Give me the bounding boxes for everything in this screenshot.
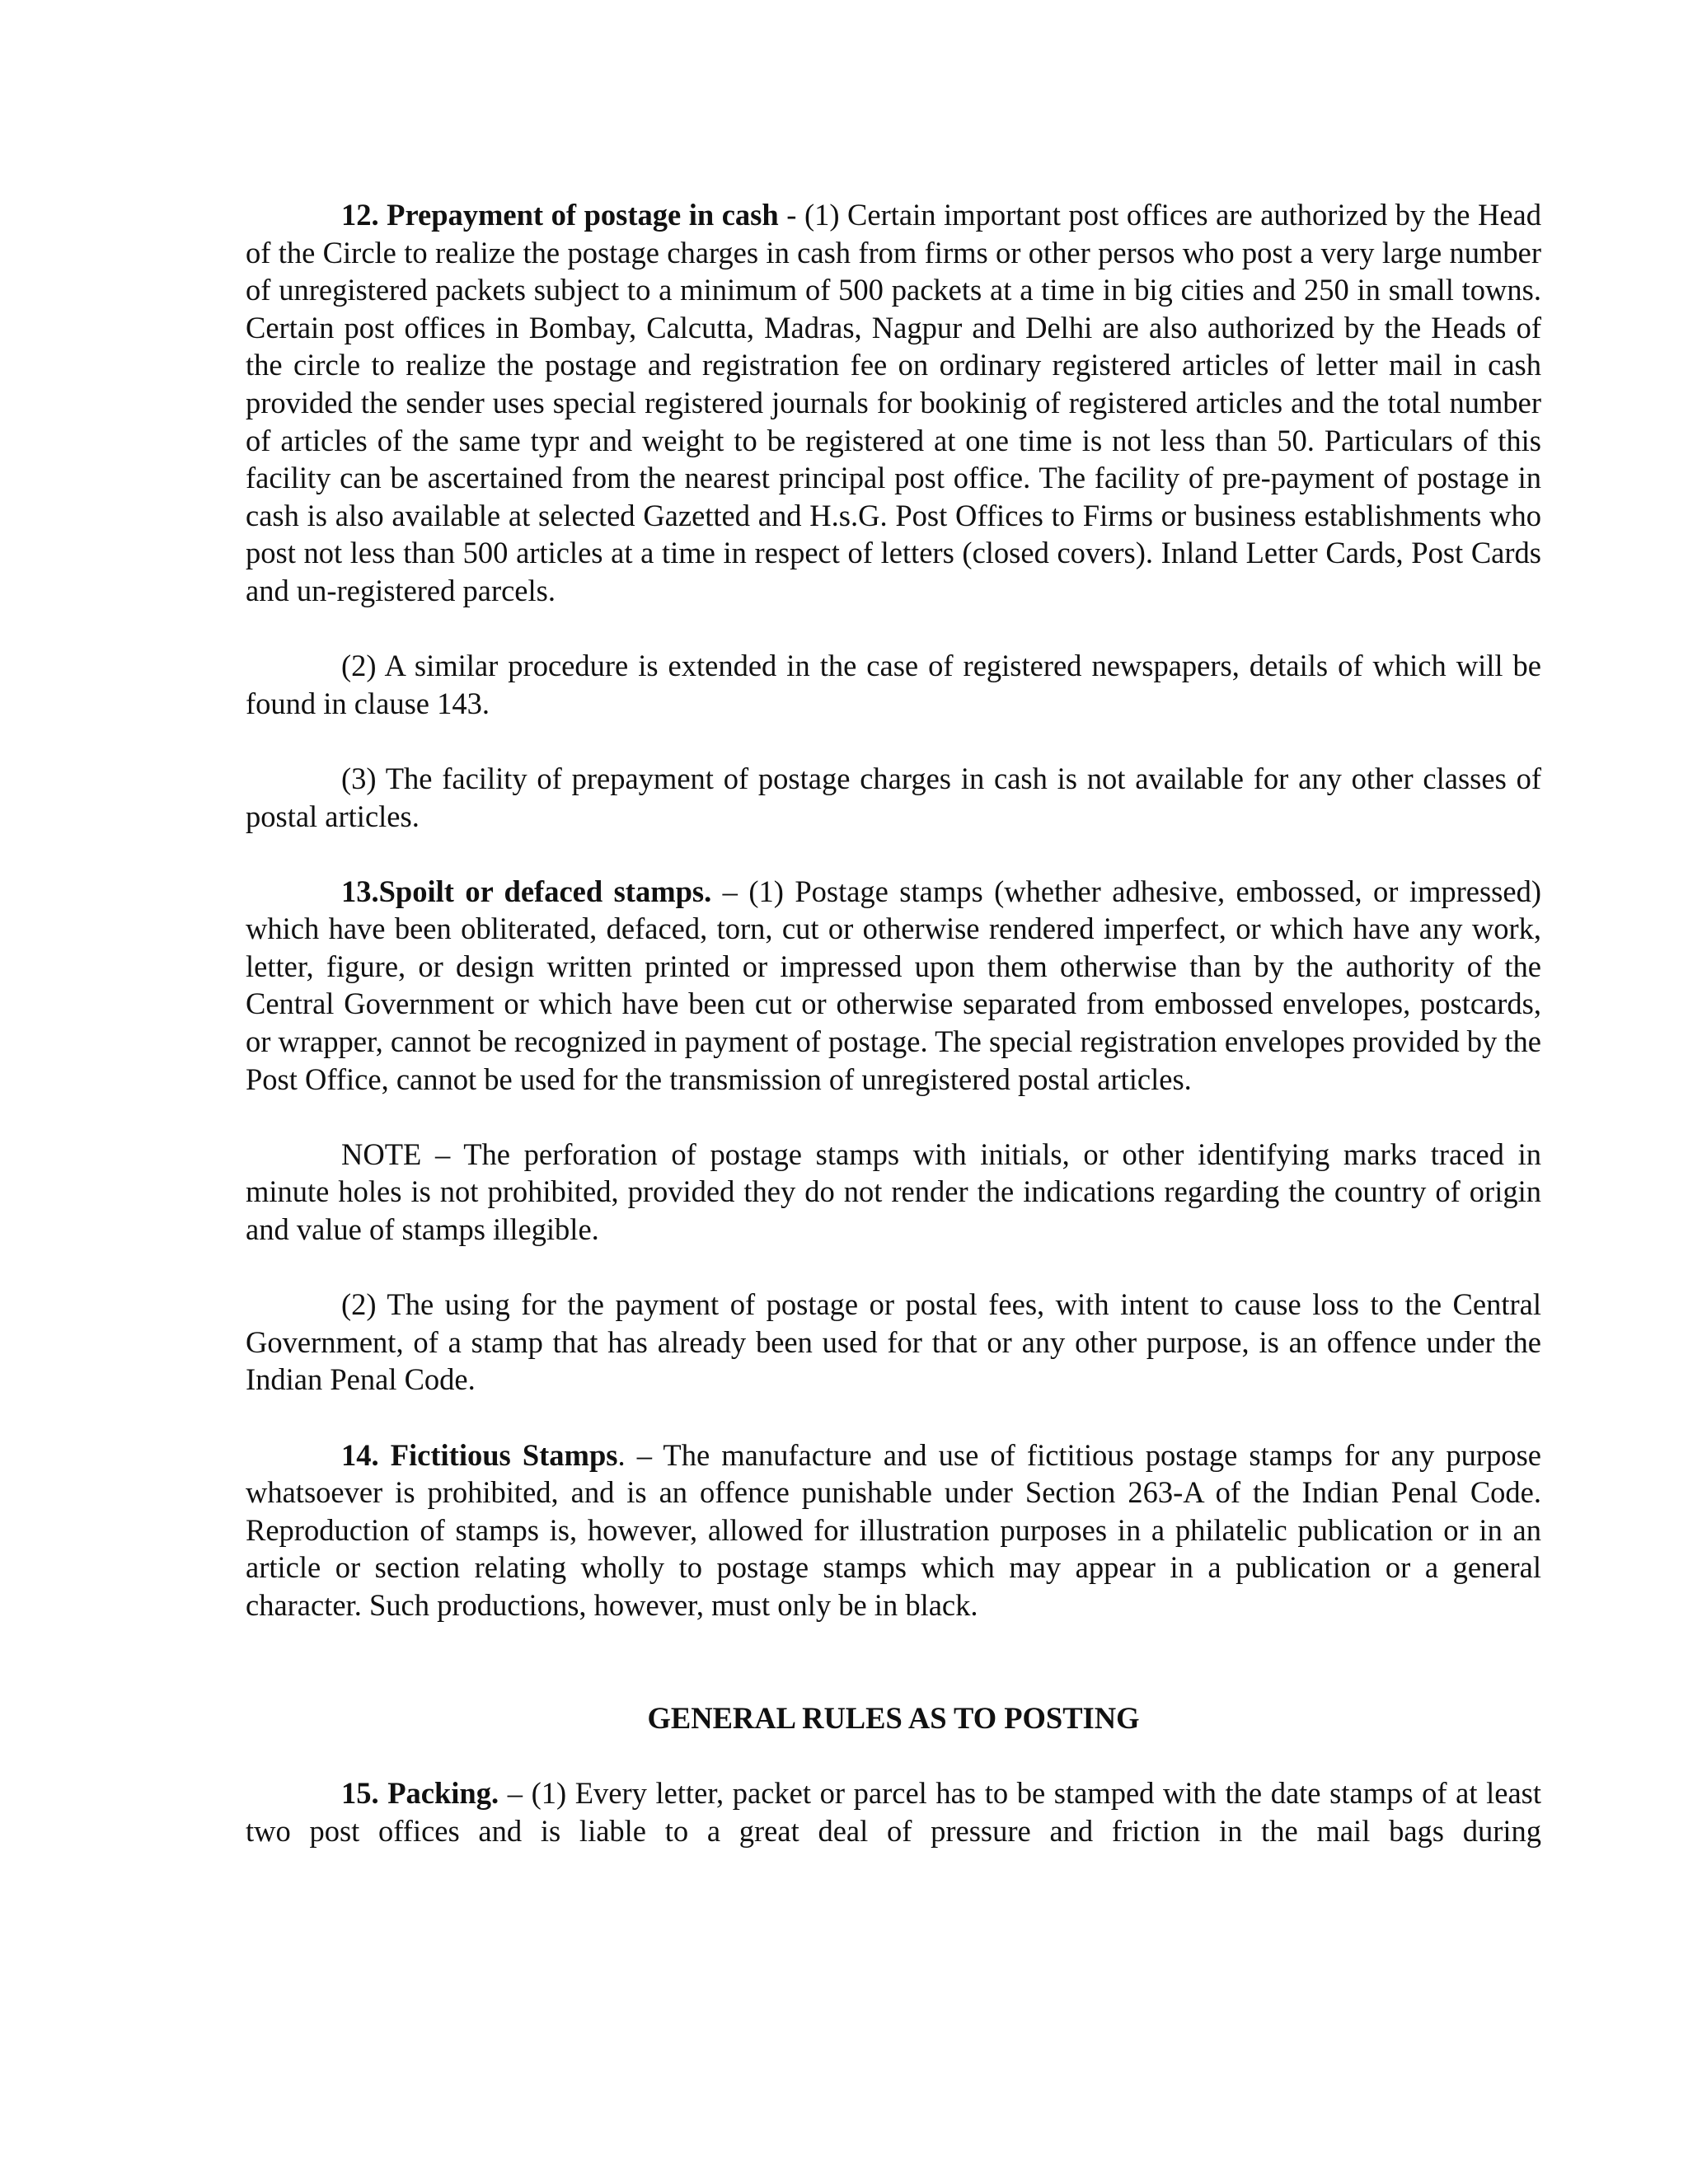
section-spacer	[246, 1661, 1541, 1699]
document-page	[246, 196, 1541, 1887]
clause-12-paragraph-2: (2) A similar procedure is extended in the case of registered newspapers, details of which will be found in clause 143.	[246, 649, 1541, 720]
clause-13-text: – (1) Postage stamps (whether adhesive, embossed, or impressed) which have been obliterated, defaced, torn, cut or otherwise rendered imperfect, or which have any work, letter, figure, or design written printed or impressed upon them otherwise than by the authority of the Central Government or which have been cut or otherwise separated from embossed envelopes, postcards, or wrapper, cannot be recognized in payment of postage. The special registration envelopes provided by the Post Office, cannot be used for the transmission of unregistered postal articles.	[246, 874, 1541, 1096]
clause-15-paragraph-1	[246, 1774, 1541, 1849]
clause-12-paragraph-1	[246, 196, 1541, 610]
clause-13-heading: 13.Spoilt or defaced stamps.	[341, 874, 712, 908]
clause-15-heading: 15. Packing.	[341, 1775, 499, 1810]
clause-12-heading: 12. Prepayment of postage in cash	[341, 198, 779, 232]
section-title: GENERAL RULES AS TO POSTING	[647, 1700, 1140, 1735]
clause-12-paragraph-3: (3) The facility of prepayment of postage charges in cash is not available for any other classes of postal articles.	[246, 761, 1541, 833]
clause-14-text: . – The manufacture and use of fictitious postage stamps for any purpose whatsoever is prohibited, and is an offence punishable under Section 263-A of the Indian Penal Code. Reproduction of stamps is, however, allowed for illustration purposes in a philatelic publication or in an article or section relating wholly to postage stamps which may appear in a publication or a general character. Such productions, however, must only be in black.	[246, 1437, 1541, 1622]
clause-12-text: - (1) Certain important post offices are authorized by the Head of the Circle to realize the postage charges in cash from firms or other persos who post a very large number of unregistered packets subject to a minimum of 500 packets at a time in big cities and 250 in small towns. Certain post offices in Bombay, Calcutta, Madras, Nagpur and Delhi are also authorized by the Heads of the circle to realize the postage and registration fee on ordinary registered articles of letter mail in cash provided the sender uses special registered journals for bookinig of registered articles and the total number of articles of the same typr and weight to be registered at one time is not less than 50. Particulars of this facility can be ascertained from the nearest principal post office. The facility of pre-payment of postage in cash is also available at selected Gazetted and H.s.G. Post Offices to Firms or business establishments who post not less than 500 articles at a time in respect of letters (closed covers). Inland Letter Cards, Post Cards and un-registered parcels.	[246, 198, 1541, 607]
clause-15-text: – (1) Every letter, packet or parcel has to be stamped with the date stamps of at least two post offices and is liable to a great deal of pressure and friction in the mail bags during	[246, 1775, 1541, 1848]
clause-13-paragraph-2: (2) The using for the payment of postage or postal fees, with intent to cause loss to the Central Government, of a stamp that has already been used for that or any other purpose, is an offence under the Indian Penal Code.	[246, 1287, 1541, 1397]
clause-14-paragraph-1	[246, 1436, 1541, 1624]
clause-13-paragraph-1	[246, 873, 1541, 1099]
clause-14-heading: 14. Fictitious Stamps	[341, 1437, 618, 1472]
clause-13-note: NOTE – The perforation of postage stamps with initials, or other identifying marks traced in minute holes is not prohibited, provided they do not render the indications regarding the country of origin and value of stamps illegible.	[246, 1137, 1541, 1247]
